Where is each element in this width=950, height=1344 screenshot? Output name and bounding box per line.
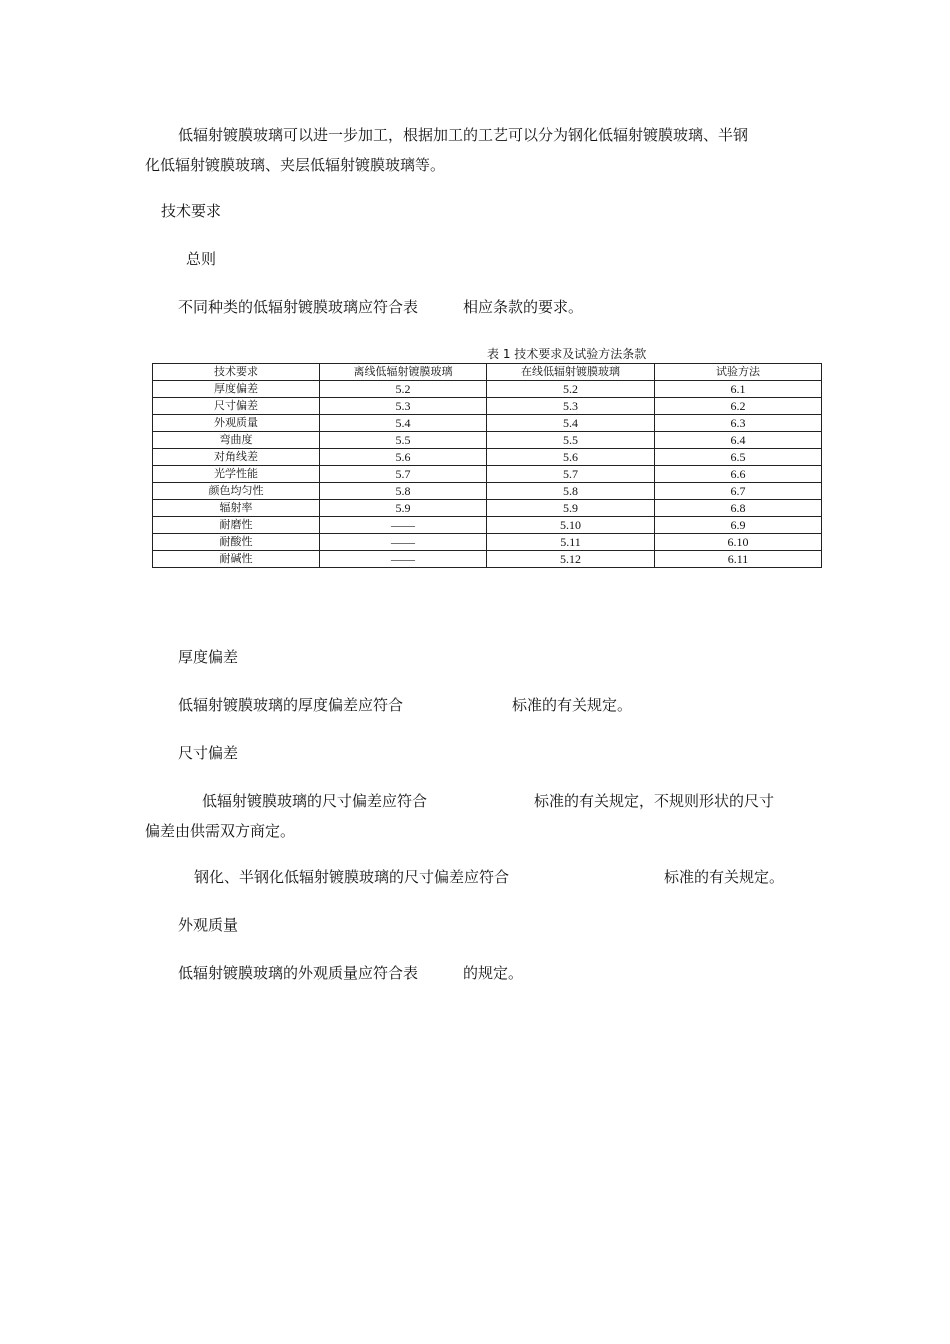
- table-cell: 外观质量: [153, 415, 320, 432]
- table-cell: 辐射率: [153, 500, 320, 517]
- table-cell: 5.5: [487, 432, 655, 449]
- table-cell: 6.1: [655, 381, 822, 398]
- table-cell: 5.7: [320, 466, 487, 483]
- table-cell: 颜色均匀性: [153, 483, 320, 500]
- subsection-heading-thickness: 厚度偏差: [178, 648, 239, 666]
- thickness-text-part-1: 低辐射镀膜玻璃的厚度偏差应符合: [178, 696, 404, 714]
- table-row: [153, 534, 822, 551]
- table-row: [153, 381, 822, 398]
- table-cell: 5.10: [487, 517, 655, 534]
- subsection-heading-general: 总则: [186, 250, 217, 268]
- table-cell: 5.2: [320, 381, 487, 398]
- table-cell: 6.5: [655, 449, 822, 466]
- table-cell: 5.12: [487, 551, 655, 568]
- table-row: [153, 483, 822, 500]
- header-cell: 技术要求: [153, 364, 320, 381]
- table-cell: 弯曲度: [153, 432, 320, 449]
- intro-paragraph-line-1: 低辐射镀膜玻璃可以进一步加工，根据加工的工艺可以分为钢化低辐射镀膜玻璃、半钢: [178, 126, 749, 144]
- table-cell: 6.2: [655, 398, 822, 415]
- table-cell: 尺寸偏差: [153, 398, 320, 415]
- table-row: [153, 517, 822, 534]
- table-caption: 表 1 技术要求及试验方法条款: [487, 347, 647, 361]
- table-cell: 耐碱性: [153, 551, 320, 568]
- table-cell: 5.2: [487, 381, 655, 398]
- table-cell: 6.4: [655, 432, 822, 449]
- general-text-part-2: 相应条款的要求。: [463, 298, 584, 316]
- thickness-text-part-2: 标准的有关规定。: [512, 696, 633, 714]
- table-cell: 耐磨性: [153, 517, 320, 534]
- table-cell: 5.11: [487, 534, 655, 551]
- subsection-heading-appearance: 外观质量: [178, 916, 239, 934]
- header-cell: 在线低辐射镀膜玻璃: [487, 364, 655, 381]
- table-cell: 5.8: [320, 483, 487, 500]
- table-cell: 5.5: [320, 432, 487, 449]
- table-cell: 耐酸性: [153, 534, 320, 551]
- table-row: [153, 466, 822, 483]
- table-cell: ——: [320, 517, 487, 534]
- table-cell: ——: [320, 551, 487, 568]
- table-cell: 厚度偏差: [153, 381, 320, 398]
- intro-paragraph-line-2: 化低辐射镀膜玻璃、夹层低辐射镀膜玻璃等。: [145, 156, 446, 174]
- table-row: [153, 398, 822, 415]
- table-cell: 6.11: [655, 551, 822, 568]
- table-cell: 6.10: [655, 534, 822, 551]
- table-cell: 5.3: [487, 398, 655, 415]
- table-cell: 5.4: [320, 415, 487, 432]
- table-cell: 5.9: [487, 500, 655, 517]
- size-text-part-2: 标准的有关规定，不规则形状的尺寸: [534, 792, 775, 810]
- table-row: [153, 500, 822, 517]
- table-cell: 6.3: [655, 415, 822, 432]
- table-cell: 6.8: [655, 500, 822, 517]
- table-cell: 5.8: [487, 483, 655, 500]
- subsection-heading-size: 尺寸偏差: [178, 744, 239, 762]
- size-text-part-3: 偏差由供需双方商定。: [145, 822, 296, 840]
- table-cell: 5.7: [487, 466, 655, 483]
- table-cell: 6.9: [655, 517, 822, 534]
- table-cell: 5.6: [320, 449, 487, 466]
- header-cell: 离线低辐射镀膜玻璃: [320, 364, 487, 381]
- table-header-row: [153, 364, 822, 381]
- table-cell: 对角线差: [153, 449, 320, 466]
- general-text-part-1: 不同种类的低辐射镀膜玻璃应符合表: [178, 298, 419, 316]
- table-row: [153, 432, 822, 449]
- requirements-table: [152, 363, 822, 568]
- table-cell: 6.6: [655, 466, 822, 483]
- table-cell: 5.3: [320, 398, 487, 415]
- appearance-text-part-2: 的规定。: [463, 964, 524, 982]
- section-heading-tech-requirements: 技术要求: [161, 202, 222, 220]
- size-text-part-1: 低辐射镀膜玻璃的尺寸偏差应符合: [202, 792, 428, 810]
- table-cell: 5.6: [487, 449, 655, 466]
- table-cell: 光学性能: [153, 466, 320, 483]
- table-cell: 5.9: [320, 500, 487, 517]
- table-cell: ——: [320, 534, 487, 551]
- table-row: [153, 449, 822, 466]
- appearance-text-part-1: 低辐射镀膜玻璃的外观质量应符合表: [178, 964, 419, 982]
- table-cell: 5.4: [487, 415, 655, 432]
- table-cell: 6.7: [655, 483, 822, 500]
- tempered-size-text-part-2: 标准的有关规定。: [664, 868, 785, 886]
- table-row: [153, 551, 822, 568]
- table-row: [153, 415, 822, 432]
- tempered-size-text-part-1: 钢化、半钢化低辐射镀膜玻璃的尺寸偏差应符合: [194, 868, 510, 886]
- header-cell: 试验方法: [655, 364, 822, 381]
